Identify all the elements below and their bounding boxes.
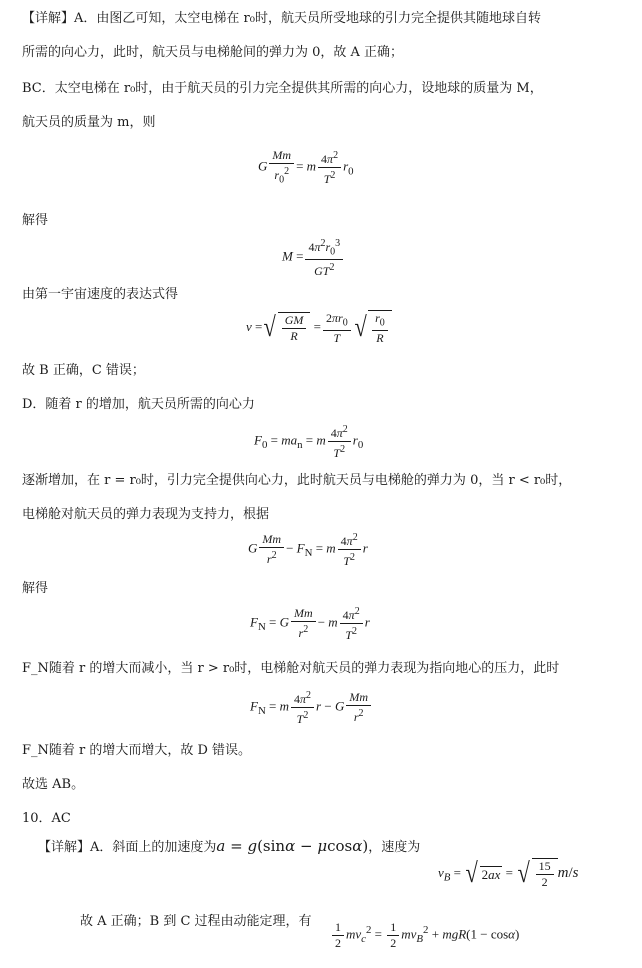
equation-pressure-force: $F_N = m$ $\frac{4\pi^2}{T^2}$ r − G $\frac{Mm}{r^2}$ bbox=[250, 688, 373, 727]
q10-kinetic-theorem-line bbox=[80, 910, 312, 929]
paragraph-a-line2: 所需的向心力，此时，航天员与电梯舱间的弹力为 0，故 A 正确； bbox=[22, 45, 404, 60]
paragraph-a-line1: 【详解】A．由图乙可知，太空电梯在 r₀时，航天员所受地球的引力完全提供其随地球自转 bbox=[22, 11, 541, 26]
fn-increase-text: F_N随着 r 的增大而增大，故 D 错误。 bbox=[22, 743, 252, 758]
fn-decrease-text: F_N随着 r 的增大而减小，当 r > r₀时，电梯舱对航天员的弹力表现为指向地心的压力，此时 bbox=[22, 661, 560, 676]
equation-first-cosmic-velocity: v = √ $\frac{GM}{R}$ = $\frac{2\pi r_0}{T}$ √ $\frac{r_0}{R}$ bbox=[246, 310, 392, 346]
first-cosmic-velocity-text: 由第一宇宙速度的表达式得 bbox=[22, 287, 179, 302]
equation-kinetic-energy: $\frac{1}{2}$ $mv_c^2$ = $\frac{1}{2}$ $mv_B^2 + mgR(1 - \cos\alpha)$ bbox=[330, 920, 519, 951]
paragraph-d-line1: 逐渐增加，在 r = r₀时，引力完全提供向心力，此时航天员与电梯舱的弹力为 0，当 r < r₀时， bbox=[22, 473, 572, 488]
equation-normal-force-solved: $F_N = G$ $\frac{Mm}{r^2}$ − m $\frac{4\pi^2}{T^2}$ r bbox=[250, 606, 370, 642]
q10-kinetic-label: 故 A 正确；B 到 C 过程由动能定理，有 bbox=[80, 914, 312, 929]
choose-answer: 故选 AB。 bbox=[22, 777, 85, 792]
paragraph-bc-line2: 航天员的质量为 m，则 bbox=[22, 115, 156, 130]
equation-support-force: G $\frac{Mm}{r^2}$ − $F_N = m$ $\frac{4\pi^2}{T^2}$ r bbox=[248, 532, 368, 568]
bc-conclusion: 故 B 正确，C 错误； bbox=[22, 363, 145, 378]
paragraph-d-line2: 电梯舱对航天员的弹力表现为支持力，根据 bbox=[22, 507, 270, 522]
equation-gravity-centripetal: G $\frac{Mm}{r_0^2}$ = m $\frac{4\pi^2}{T^2}$ $r_0$ bbox=[258, 148, 354, 187]
question-10-answer: 10．AC bbox=[22, 811, 71, 826]
solve-label-1: 解得 bbox=[22, 213, 49, 228]
q10-speed-label: ，速度为 bbox=[368, 840, 421, 855]
paragraph-d-intro: D．随着 r 的增加，航天员所需的向心力 bbox=[22, 397, 255, 412]
equation-velocity-b: $v_B$ = √ 2 ax = √ $\frac{15}{2}$ m/s bbox=[438, 858, 579, 889]
q10-detail-line bbox=[38, 836, 420, 855]
equation-centripetal-force: $F_0 = ma_n = m$ $\frac{4\pi^2}{T^2}$ $r_0$ bbox=[254, 424, 364, 460]
paragraph-bc-line1: BC．太空电梯在 r₀时，由于航天员的引力完全提供其所需的向心力，设地球的质量为 M， bbox=[22, 81, 543, 96]
q10-detail-label: 【详解】A．斜面上的加速度为 bbox=[38, 840, 217, 855]
equation-acceleration: a = g(sinα − μcosα) bbox=[216, 837, 369, 855]
solve-label-2: 解得 bbox=[22, 581, 49, 596]
equation-earth-mass: M = $\frac{4\pi^2r_0^3}{GT^2}$ bbox=[282, 236, 345, 279]
